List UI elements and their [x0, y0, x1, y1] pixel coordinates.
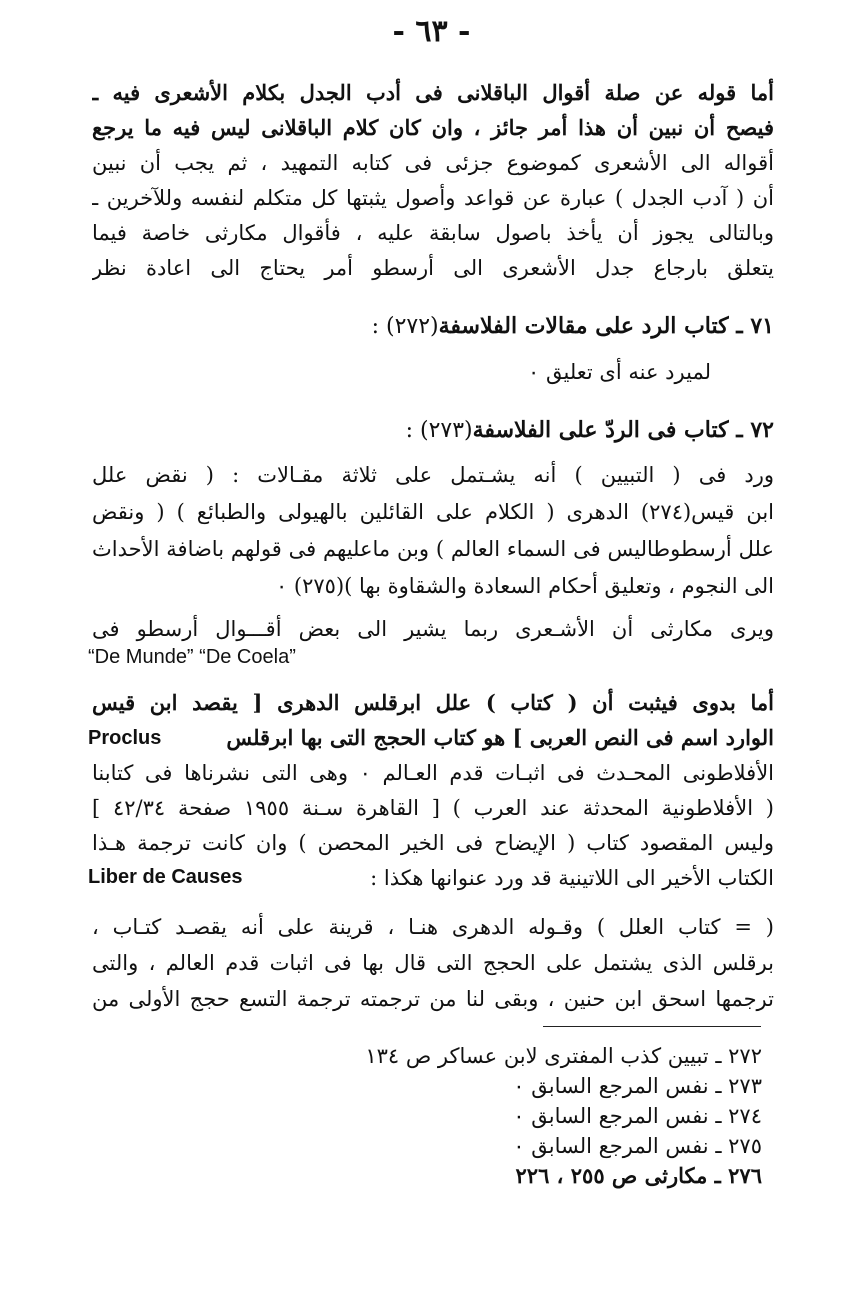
- paragraph-4-line-2: الوارد اسم فى النص العربى ] هو كتاب الحجج التى بها ابرقلس: [226, 725, 774, 750]
- section-heading-72-ref: (٢٧٣) :: [405, 418, 473, 443]
- paragraph-1-line-1: أما قوله عن صلة أقوال الباقلانى فى أدب الجدل بكلام الأشعرى فيه ـ: [92, 80, 774, 105]
- section-heading-71-title: ٧١ ـ كتاب الرد على مقالات الفلاسفة: [438, 313, 774, 339]
- paragraph-1-line-4: أن ( آدب الجدل ) عبارة عن قواعد وأصول يثبتها كل متكلم لنفسه وللآخرين ـ: [92, 186, 774, 210]
- paragraph-1-line-3: أقواله الى الأشعرى كموضوع جزئى فى كتابه التمهيد ، ثم يجب أن نبين: [92, 151, 774, 175]
- section-heading-72-title: ٧٢ ـ كتاب فى الردّ على الفلاسفة: [472, 417, 774, 443]
- footnote-273: ٢٧٣ ـ نفس المرجع السابق ٠: [513, 1074, 762, 1098]
- paragraph-3-latin-titles: “De Munde” “De Coela”: [88, 646, 296, 668]
- section-heading-72: [406, 413, 774, 448]
- footnote-272: ٢٧٢ ـ تبيين كذب المفترى لابن عساكر ص ١٣٤: [365, 1044, 762, 1068]
- paragraph-4-latin-proclus: Proclus: [88, 727, 162, 749]
- paragraph-4-line-4: ( الأفلاطونية المحدثة عند العرب ) [ القاهرة سـنة ١٩٥٥ صفحة ٤٢/٣٤ ]: [92, 796, 774, 820]
- footnote-274: ٢٧٤ ـ نفس المرجع السابق ٠: [513, 1104, 762, 1128]
- section-heading-71-ref: (٢٧٢) :: [371, 314, 439, 339]
- section-heading-71: [372, 309, 774, 344]
- paragraph-2-line-3: علل أرسطوطاليس فى السماء العالم ) وبن ماعليهم فى قولهم باضافة الأحداث: [92, 537, 774, 561]
- footnote-276: ٢٧٦ ـ مكارثى ص ٢٥٥ ، ٢٢٦: [515, 1163, 762, 1188]
- paragraph-4-line-1: أما بدوى فيثبت أن ( كتاب ) علل ابرقلس الدهرى [ يقصد ابن قيس: [92, 690, 774, 715]
- paragraph-1-line-5: وبالتالى يجوز أن يأخذ باصول سابقة عليه ، فأقوال مكارثى خاصة فيما: [92, 221, 774, 245]
- paragraph-4-line-6: الكتاب الأخير الى اللاتينية قد ورد عنوانها هكذا :: [370, 866, 774, 890]
- section-71-text: لميرد عنه أى تعليق ٠: [528, 360, 711, 384]
- footnote-275: ٢٧٥ ـ نفس المرجع السابق ٠: [513, 1134, 762, 1158]
- paragraph-4-latin-liber: Liber de Causes: [88, 866, 243, 888]
- paragraph-3-line-1: ويرى مكارثى أن الأشـعرى ربما يشير الى بعض أقـــوال أرسطو فى: [92, 617, 774, 641]
- paragraph-5-line-2: برقلس الذى يشتمل على الحجج التى قال بها فى اثبات قدم العالم ، والتى: [92, 951, 774, 975]
- paragraph-1-line-6: يتعلق بارجاع جدل الأشعرى الى أرسطو أمر يحتاج الى اعادة نظر: [92, 256, 774, 280]
- page-number: - ٦٣ -: [392, 14, 471, 49]
- paragraph-2-line-4: الى النجوم ، وتعليق أحكام السعادة والشقاوة بها )(٢٧٥) ٠: [275, 574, 774, 598]
- paragraph-4-line-5: وليس المقصود كتاب ( الإيضاح فى الخير المحصن ) وان كانت ترجمة هـذا: [92, 831, 774, 855]
- paragraph-2-line-2: ابن قيس(٢٧٤) الدهرى ( الكلام على القائلين بالهيولى والطبائع ) ( ونقض: [92, 500, 774, 524]
- paragraph-1-line-2: فيصح أن نبين أن هذا أمر جائز ، وان كان كلام الباقلانى ليس فيه ما يرجع: [92, 115, 774, 140]
- paragraph-2-line-1: ورد فى ( التبيين ) أنه يشـتمل على ثلاثة مقـالات : ( نقض علل: [92, 463, 774, 487]
- paragraph-5-line-1: ( = كتاب العلل ) وقـوله الدهرى هنـا ، قرينة على أنه يقصـد كتـاب ،: [92, 915, 774, 939]
- paragraph-5-line-3: ترجمها اسحق ابن حنين ، وبقى لنا من ترجمته ترجمة التسع حجج الأولى من: [92, 987, 774, 1011]
- footnote-divider: [543, 1026, 761, 1027]
- paragraph-4-line-3: الأفلاطونى المحـدث فى اثبـات قدم العـالم ٠ وهى التى نشرناها فى كتابنا: [92, 761, 774, 785]
